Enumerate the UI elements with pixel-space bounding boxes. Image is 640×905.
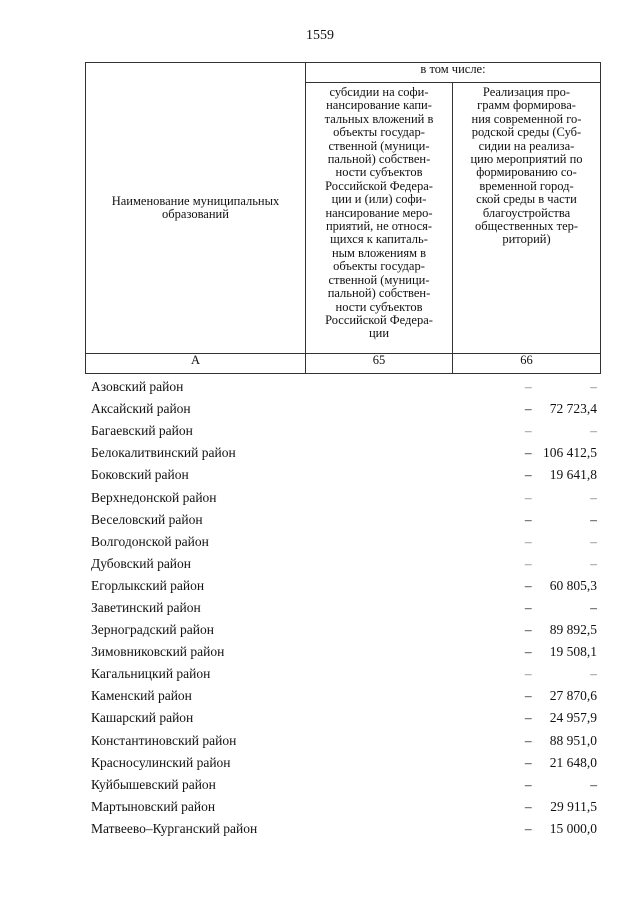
table-row bbox=[85, 509, 601, 531]
header-line: ской среды в части bbox=[476, 192, 577, 207]
row-name: Белокалитвинский район bbox=[91, 445, 236, 461]
table-row bbox=[85, 730, 601, 752]
cell-65: – bbox=[524, 644, 532, 660]
cell-66: – bbox=[590, 511, 597, 527]
header-line: грамм формирова- bbox=[477, 98, 576, 113]
cell-65: – bbox=[524, 577, 532, 593]
header-line: Реализация про- bbox=[482, 85, 571, 99]
row-name: Каменский район bbox=[91, 688, 192, 704]
header-line: тальных вложений в bbox=[324, 111, 434, 126]
cell-66: 24 957,9 bbox=[549, 710, 597, 726]
cell-65: – bbox=[524, 489, 532, 505]
cell-66: – bbox=[590, 666, 597, 682]
header-line: ности субъектов bbox=[335, 299, 423, 314]
table-row bbox=[85, 752, 601, 774]
page-number: 1559 bbox=[306, 28, 334, 43]
table-row bbox=[85, 575, 601, 597]
row-name: Кагальницкий район bbox=[91, 666, 211, 682]
row-name: Боковский район bbox=[91, 467, 189, 483]
table-row bbox=[85, 597, 601, 619]
cell-66: – bbox=[590, 599, 597, 615]
cell-66: – bbox=[590, 555, 597, 571]
cell-66: – bbox=[590, 776, 597, 792]
header-line: щихся к капиталь- bbox=[330, 232, 428, 247]
cell-66: 27 870,6 bbox=[549, 688, 597, 704]
table-row bbox=[85, 707, 601, 729]
row-name: Егорлыкский район bbox=[91, 577, 205, 593]
column-header-66 bbox=[453, 83, 600, 353]
table-row bbox=[85, 464, 601, 486]
header-line: пальной) собствен- bbox=[327, 152, 431, 167]
cell-66: 88 951,0 bbox=[549, 732, 597, 748]
cell-65: – bbox=[524, 622, 532, 638]
cell-65: – bbox=[524, 688, 532, 704]
row-name: Константиновский район bbox=[91, 732, 237, 748]
row-name: Верхнедонской район bbox=[91, 489, 217, 505]
header-line: формированию со- bbox=[476, 165, 577, 180]
column-index-65: 65 bbox=[306, 353, 453, 373]
column-header-name: Наименование муниципальных образований bbox=[86, 63, 306, 353]
header-line: общественных тер- bbox=[474, 219, 579, 234]
cell-66: 89 892,5 bbox=[549, 622, 597, 638]
table-row bbox=[85, 641, 601, 663]
table-row bbox=[85, 531, 601, 553]
table-row bbox=[85, 619, 601, 641]
row-name: Багаевский район bbox=[91, 423, 193, 439]
cell-66: 60 805,3 bbox=[549, 577, 597, 593]
cell-66: – bbox=[590, 489, 597, 505]
header-line: ности субъектов bbox=[335, 165, 423, 180]
row-name: Куйбышевский район bbox=[91, 776, 216, 792]
header-line: субсидии на софи- bbox=[329, 85, 429, 99]
row-name: Зимовниковский район bbox=[91, 644, 225, 660]
table-row bbox=[85, 818, 601, 840]
cell-65: – bbox=[524, 820, 532, 836]
column-group-including: в том числе: bbox=[306, 63, 600, 83]
header-line: нансирование капи- bbox=[326, 98, 432, 113]
header-line: ственной (муници- bbox=[328, 272, 430, 287]
header-line: родской среды (Суб- bbox=[471, 125, 582, 140]
table-row bbox=[85, 420, 601, 442]
table-header bbox=[85, 62, 601, 374]
cell-66: 21 648,0 bbox=[549, 754, 597, 770]
cell-65: – bbox=[524, 379, 532, 395]
cell-66: 15 000,0 bbox=[549, 820, 597, 836]
row-name: Зерноградский район bbox=[91, 622, 214, 638]
header-line: риторий) bbox=[502, 232, 551, 247]
cell-65: – bbox=[524, 798, 532, 814]
table-row bbox=[85, 398, 601, 420]
table-row bbox=[85, 442, 601, 464]
cell-65: – bbox=[524, 555, 532, 571]
row-name: Мартыновский район bbox=[91, 798, 216, 814]
table-row bbox=[85, 663, 601, 685]
table-row bbox=[85, 685, 601, 707]
row-name: Волгодонской район bbox=[91, 533, 209, 549]
header-line: благоустройства bbox=[482, 205, 571, 220]
header-line: Российской Федера- bbox=[325, 178, 433, 193]
header-line: ния современной го- bbox=[471, 111, 582, 126]
header-line: пальной) собствен- bbox=[327, 286, 431, 301]
row-name: Дубовский район bbox=[91, 555, 192, 571]
cell-66: 72 723,4 bbox=[549, 401, 597, 417]
header-line: временной город- bbox=[479, 178, 574, 193]
cell-65: – bbox=[524, 511, 532, 527]
row-name: Аксайский район bbox=[91, 401, 191, 417]
cell-65: – bbox=[524, 401, 532, 417]
row-name: Матвеево–Курганский район bbox=[91, 820, 258, 836]
column-index-66: 66 bbox=[453, 353, 600, 373]
row-name: Кашарский район bbox=[91, 710, 194, 726]
cell-66: 29 911,5 bbox=[550, 798, 597, 814]
row-name: Азовский район bbox=[91, 379, 184, 395]
header-line: нансирование меро- bbox=[325, 205, 433, 220]
cell-65: – bbox=[524, 445, 532, 461]
row-name: Красносулинский район bbox=[91, 754, 231, 770]
table-row bbox=[85, 774, 601, 796]
cell-66: 19 641,8 bbox=[549, 467, 597, 483]
cell-66: 19 508,1 bbox=[549, 644, 597, 660]
header-line: сидии на реализа- bbox=[478, 138, 575, 153]
cell-65: – bbox=[524, 666, 532, 682]
header-line: ным вложениям в bbox=[331, 245, 427, 260]
cell-65: – bbox=[524, 710, 532, 726]
cell-65: – bbox=[524, 533, 532, 549]
header-line: ственной (муници- bbox=[328, 138, 430, 153]
cell-65: – bbox=[524, 754, 532, 770]
table-row bbox=[85, 486, 601, 508]
column-index-a: А bbox=[86, 353, 306, 373]
table-row bbox=[85, 553, 601, 575]
cell-66: – bbox=[590, 379, 597, 395]
cell-65: – bbox=[524, 599, 532, 615]
header-line: приятий, не относя- bbox=[325, 219, 433, 234]
table-row bbox=[85, 796, 601, 818]
table-row bbox=[85, 376, 601, 398]
cell-65: – bbox=[524, 732, 532, 748]
row-name: Заветинский район bbox=[91, 599, 201, 615]
header-line: объекты государ- bbox=[333, 125, 425, 140]
cell-65: – bbox=[524, 423, 532, 439]
cell-66: – bbox=[590, 533, 597, 549]
header-line: ции и (или) софи- bbox=[331, 192, 427, 207]
table-body bbox=[85, 376, 601, 840]
header-line: ции bbox=[368, 326, 390, 341]
column-header-65 bbox=[306, 83, 453, 353]
cell-65: – bbox=[524, 467, 532, 483]
row-name: Веселовский район bbox=[91, 511, 203, 527]
cell-65: – bbox=[524, 776, 532, 792]
cell-66: – bbox=[590, 423, 597, 439]
header-line: цию мероприятий по bbox=[470, 152, 583, 167]
cell-66: 106 412,5 bbox=[543, 445, 597, 461]
header-line: объекты государ- bbox=[333, 259, 425, 274]
header-line: Российской Федера- bbox=[325, 312, 433, 327]
